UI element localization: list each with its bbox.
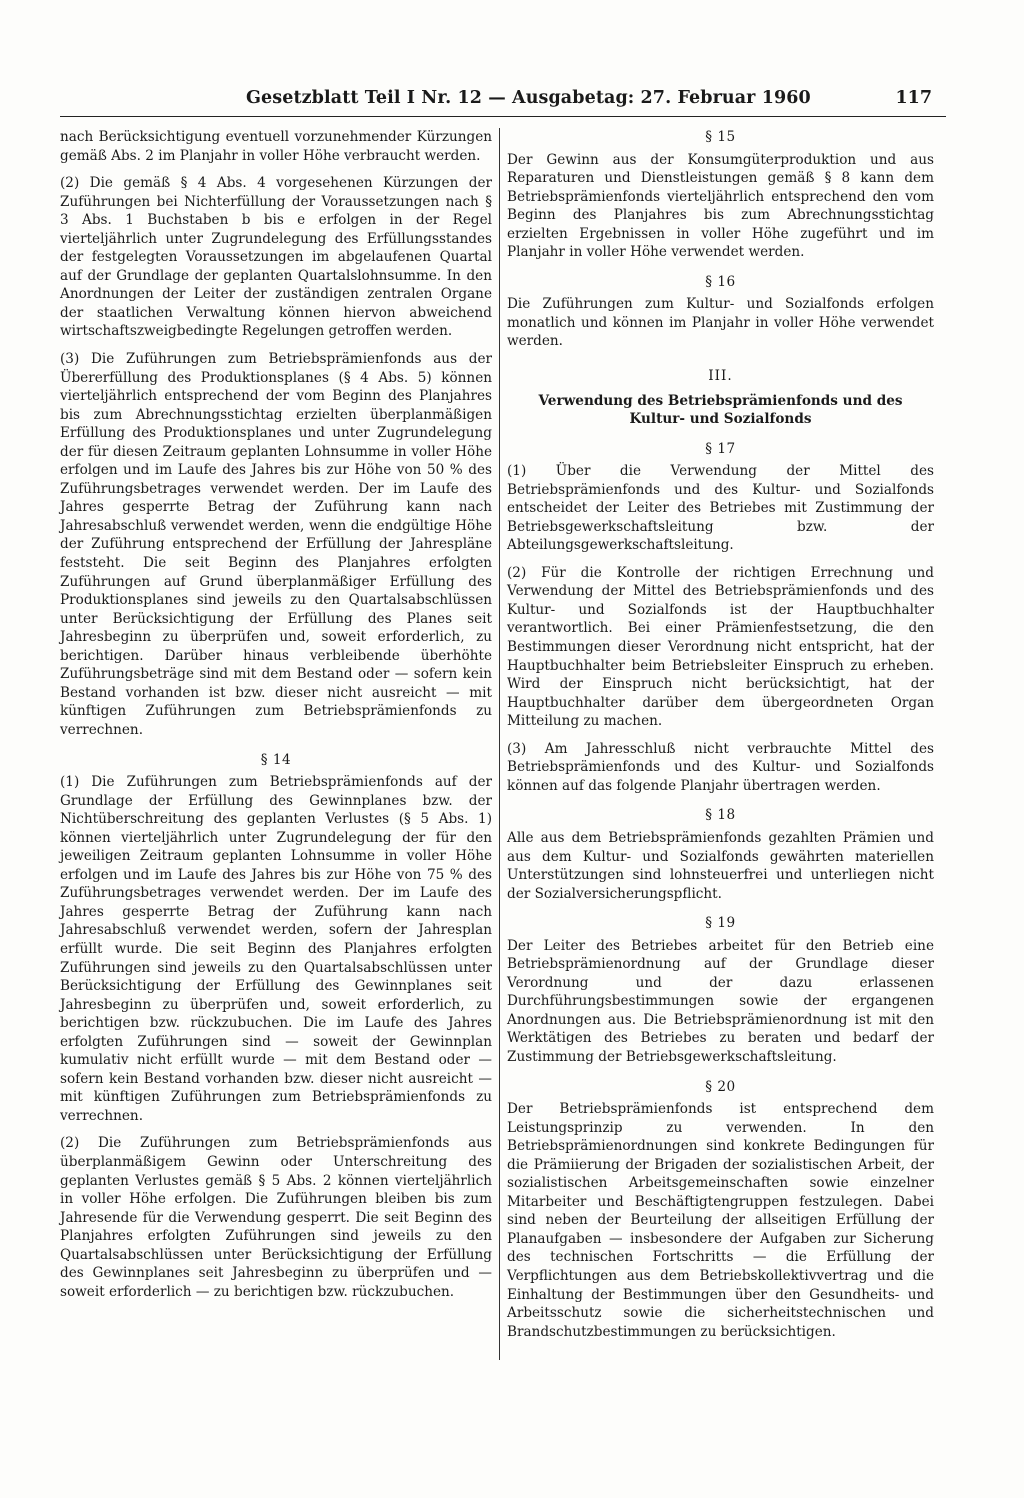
section-heading-16: § 16 [705,273,736,290]
paragraph: (1) Über die Verwendung der Mittel des Betriebsprämienfonds und des Kultur- und Sozialfonds entscheidet der Leiter des Betriebes mit Zustimmung der Betriebsgewerkschaftsleitung bzw. der Abteilungsgewerkschaftsleitung. [507,463,934,554]
section-heading-14: § 14 [260,751,292,768]
right-column [507,128,934,1341]
section-heading-19: § 19 [705,915,736,932]
paragraph: Die Zuführungen zum Kultur- und Sozialfonds erfolgen monatlich und können im Planjahr in voller Höhe verwendet werden. [507,296,934,350]
paragraph: (2) Die gemäß § 4 Abs. 4 vorgesehenen Kürzungen der Zuführungen bei Nichterfüllung der Voraussetzungen nach § 3 Abs. 1 Buchstaben b bis e erfolgen in der Regel vierteljährlich unter Zugrundelegung des Erfüllungsstandes der festgelegten Voraussetzungen im abgelaufenen Quartal auf der Grundlage der geplanten Quartalslohnsumme. In den Anordnungen der Leiter der zuständigen zentralen Organe der staatlichen Verwaltung können hiervon abweichend wirtschaftszweigbedingte Regelungen getroffen werden. [60,175,492,340]
part-number: III. [708,368,733,385]
paragraph: Alle aus dem Betriebsprämienfonds gezahlten Prämien und aus dem Kultur- und Sozialfonds gewährten materiellen Unterstützungen sind lohnsteuerfrei und unterliegen nicht der Sozialversicherungspflicht. [507,829,934,902]
paragraph: Der Gewinn aus der Konsumgüterproduktion und aus Reparaturen und Dienstleistungen gemäß § 8 kann dem Betriebsprämienfonds vierteljährlich entsprechend den vom Beginn des Planjahres bis zum Abrechnungsstichtag erzielten Ergebnissen in voller Höhe zugeführt und im Planjahr in voller Höhe verwendet werden. [507,151,934,261]
paragraph: Der Betriebsprämienfonds ist entsprechend dem Leistungsprinzip zu verwenden. In den Betriebsprämienordnungen sind konkrete Bedingungen für die Prämiierung der Brigaden der sozialistischen Arbeit, der sozialistischen Arbeitsgemeinschaften sowie einzelner Mitarbeiter und Beschäftigtengruppen festzulegen. Dabei sind neben der Beurteilung der allseitigen Erfüllung der Planaufgaben — insbesondere der Aufgaben zur Sicherung des technischen Fortschritts — die Erfüllung der Verpflichtungen aus dem Betriebskollektivvertrag und die Einhaltung der Bestimmungen über den Gesundheits- und Arbeitsschutz sowie die sicherheitstechnischen und Brandschutzbestimmungen zu berücksichtigen. [507,1101,934,1340]
page-number: 117 [895,88,932,108]
paragraph: (2) Die Zuführungen zum Betriebsprämienfonds aus überplanmäßigem Gewinn oder Unterschreitung des geplanten Verlustes gemäß § 5 Abs. 2 können vierteljährlich in voller Höhe erfolgen. Die Zuführungen bleiben bis zum Jahresende für die Verwendung gesperrt. Die seit Beginn des Planjahres erfolgten Zuführungen sind jeweils zu den Quartalsabschlüssen unter Berücksichtigung der Erfüllung des Gewinnplanes seit Jahresbeginn zu überprüfen und — soweit erforderlich — zu berichtigen bzw. rückzubuchen. [60,1135,492,1300]
paragraph: (2) Für die Kontrolle der richtigen Errechnung und Verwendung der Mittel des Betriebsprämienfonds und des Kultur- und Sozialfonds ist der Hauptbuchhalter verantwortlich. Bei einer Prämienfestsetzung, die den Bestimmungen dieser Verordnung nicht entspricht, hat der Hauptbuchhalter beim Betriebsleiter Einspruch zu erheben. Wird der Einspruch nicht berücksichtigt, hat der Hauptbuchhalter darüber dem übergeordneten Organ Mitteilung zu machen. [507,564,934,730]
part-title: Verwendung des Betriebsprämienfonds und des Kultur- und Sozialfonds [538,392,903,428]
paragraph: nach Berücksichtigung eventuell vorzunehmender Kürzungen gemäß Abs. 2 im Planjahr in voller Höhe verbraucht werden. [60,129,492,164]
header-title: Gesetzblatt Teil I Nr. 12 — Ausgabetag: 27. Februar 1960 [246,88,811,108]
paragraph: (3) Am Jahresschluß nicht verbrauchte Mittel des Betriebsprämienfonds und des Kultur- und Sozialfonds können auf das folgende Planjahr übertragen werden. [507,740,934,794]
left-column [60,128,492,1301]
page-header [60,86,946,117]
section-heading-17: § 17 [705,440,736,457]
paragraph: (3) Die Zuführungen zum Betriebsprämienfonds aus der Übererfüllung des Produktionsplanes (§ 4 Abs. 5) können vierteljährlich entsprechend der vom Beginn des Planjahres bis zum Abrechnungsstichtag erzielten überplanmäßigen Erfüllung des Produktionsplanes und unter Zugrundelegung der für diesen Zeitraum geplanten Lohnsumme in voller Höhe erfolgen und im Laufe des Jahres bis zur Höhe von 50 % des Zuführungsbetrages verwendet werden. Der im Laufe des Jahres gesperrte Betrag der Zuführung kann nach Jahresabschluß verwendet werden, wenn die endgültige Höhe der Zuführung entsprechend der Erfüllung der Jahrespläne feststeht. Die seit Beginn des Planjahres erfolgten Zuführungen auf Grund überplanmäßiger Erfüllung des Produktionsplanes sind jeweils zu den Quartalsabschlüssen unter Berücksichtigung der Erfüllung des Planes seit Jahresbeginn zu überprüfen und, soweit erforderlich, zu berichtigen. Darüber hinaus verbleibende überhöhte Zuführungsbeträge sind mit dem Bestand oder — sofern kein Bestand vorhanden ist bzw. dieser nicht ausreicht — mit künftigen Zuführungen zum Betriebsprämienfonds zu verrechnen. [60,351,492,738]
column-divider [499,128,500,1360]
paragraph: (1) Die Zuführungen zum Betriebsprämienfonds auf der Grundlage der Erfüllung des Gewinnplanes bzw. der Nichtüberschreitung des geplanten Verlustes (§ 5 Abs. 1) können vierteljährlich unter Zugrundelegung der für den jeweiligen Zeitraum geplanten Lohnsumme in voller Höhe erfolgen und im Laufe des Jahres bis zur Höhe von 75 % des Zuführungsbetrages verwendet werden. Der im Laufe des Jahres gesperrte Betrag der Zuführung kann nach Jahresabschluß verwendet werden, sofern der Jahresplan erfüllt wurde. Die seit Beginn des Planjahres erfolgten Zuführungen sind jeweils zu den Quartalsabschlüssen unter Berücksichtigung der Erfüllung des Gewinnplanes seit Jahresbeginn zu überprüfen und, soweit erforderlich, zu berichtigen bzw. rückzubuchen. Die im Laufe des Jahres erfolgten Zuführungen sind — soweit der Gewinnplan kumulativ nicht erfüllt wurde — mit dem Bestand oder — sofern kein Bestand vorhanden bzw. dieser nicht ausreicht — mit künftigen Zuführungen zum Betriebsprämienfonds zu verrechnen. [60,774,492,1124]
section-heading-20: § 20 [705,1078,736,1095]
section-heading-18: § 18 [705,807,736,824]
paragraph: Der Leiter des Betriebes arbeitet für den Betrieb eine Betriebsprämienordnung auf der Grundlage dieser Verordnung und der dazu erlassenen Durchführungsbestimmungen sowie der ergangenen Anordnungen aus. Die Betriebsprämienordnung ist mit den Werktätigen des Betriebes zu beraten und bedarf der Zustimmung der Betriebsgewerkschaftsleitung. [507,937,934,1065]
section-heading-15: § 15 [705,129,736,145]
